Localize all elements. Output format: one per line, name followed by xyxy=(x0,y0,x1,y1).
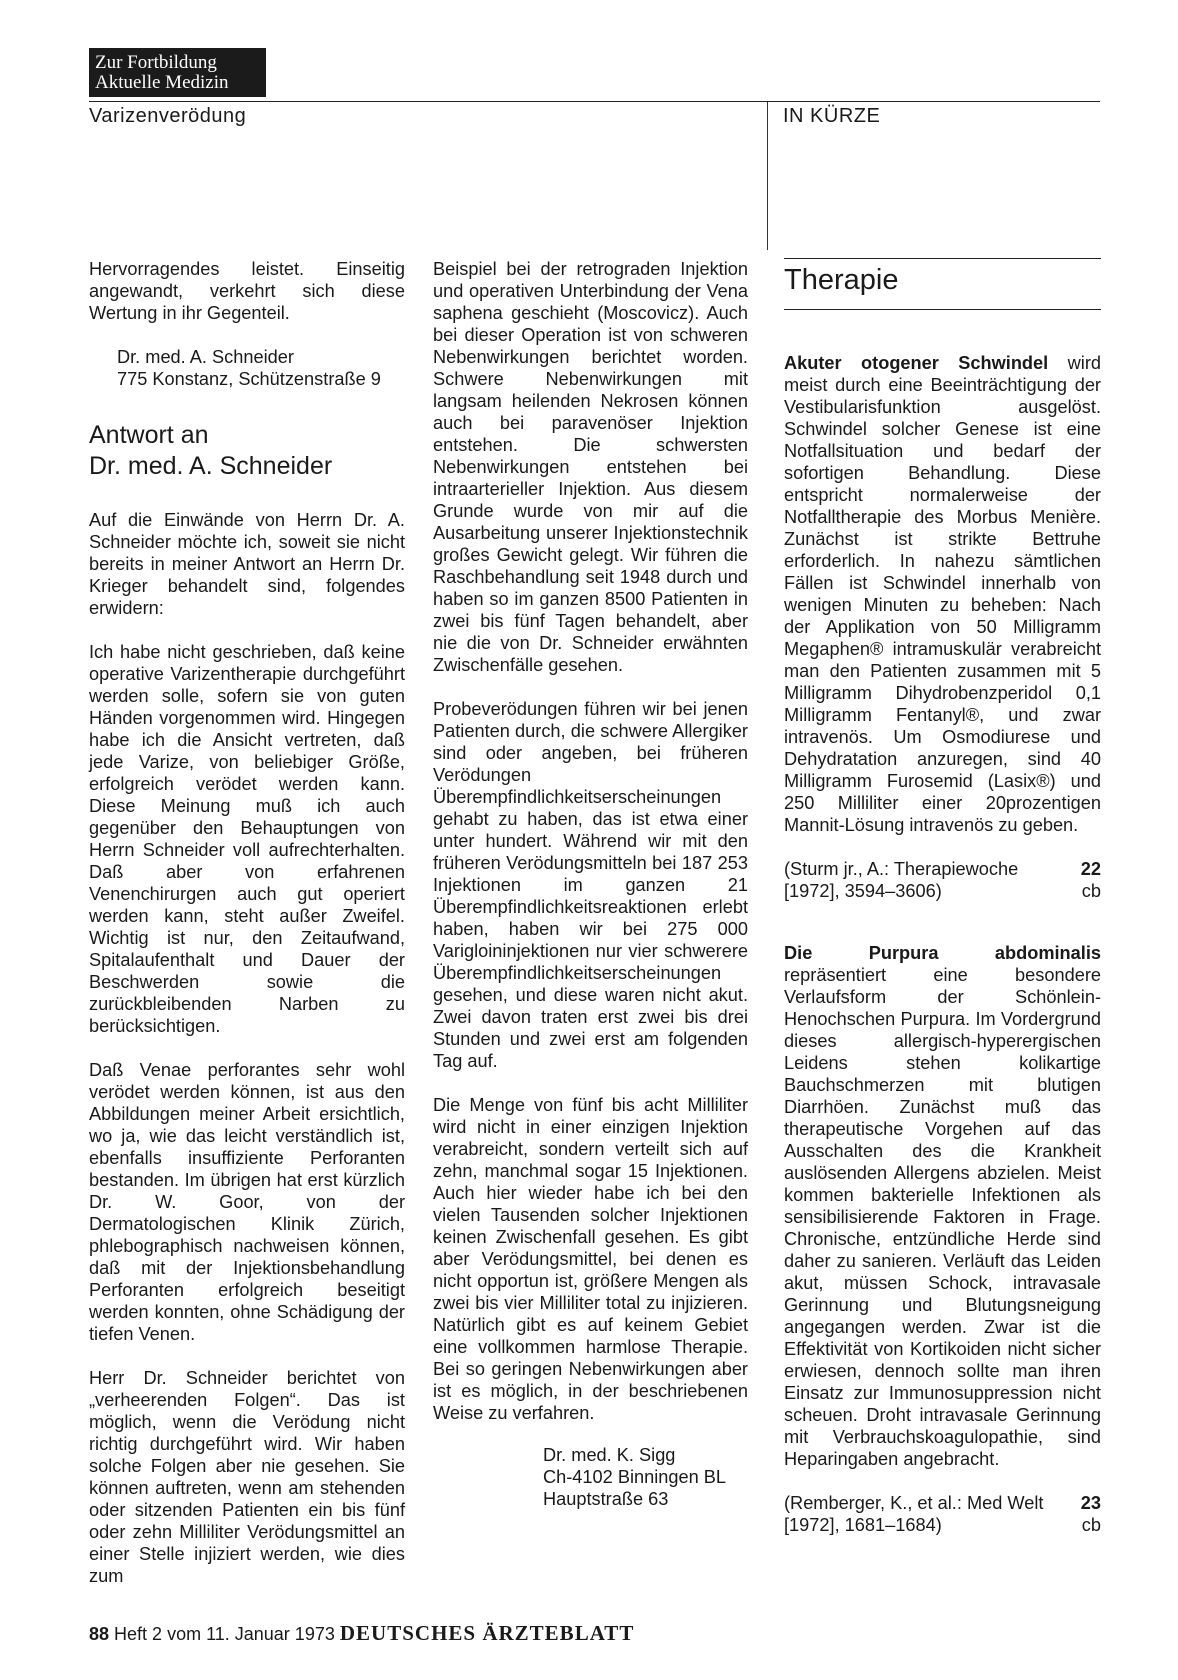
page-number: 88 xyxy=(89,1624,110,1644)
signature-name: Dr. med. A. Schneider xyxy=(117,347,294,367)
news-item-text: repräsentiert eine besondere Verlaufsform der Schönlein-Henochschen Purpura. Im Vordergrund dieses allergisch-hyperergischen Leidens stehen kolikartige Bauchschmerzen mit blutigen Diarrhöen. Zunächst muß das therapeutische Vorgehen auf das Ausschalten des die Krankheit auslösenden Allergens abzielen. Meist kommen bakterielle Infektionen als sensibilisierende Faktoren in Frage. Chronische, entzündliche Herde sind daher zu sanieren. Verläuft das Leiden akut, müssen Schock, intravasale Gerinnung und Blutungsneigung angegangen werden. Zwar ist die Effektivität von Kortikoiden nicht sicher erwiesen, dennoch sollte man ihren Einsatz zur Immunosuppression nicht scheuen. Droht intravasale Gerinnung mit Verbrauchskoagulopathie, sind Heparingaben angebracht. xyxy=(784,965,1101,1469)
signature-block xyxy=(433,1444,748,1510)
reference-volume: 23 xyxy=(1080,1493,1101,1513)
news-item xyxy=(784,942,1101,1470)
reference xyxy=(784,858,1101,902)
reference-pages: [1972], 3594–3606) xyxy=(784,881,942,901)
reference-text: (Sturm jr., A.: Therapiewoche xyxy=(784,859,1019,879)
reference-text: (Remberger, K., et al.: Med Welt xyxy=(784,1493,1044,1513)
paragraph: Probeverödungen führen wir bei jenen Patienten durch, die schwere Allergiker sind oder angeben, bei früheren Verödungen Überempfindlichkeitserscheinungen gehabt zu haben, das ist etwa einer unter hundert. Während wir mit den früheren Verödungsmitteln bei 187 253 Injektionen im ganzen 21 Überempfindlichkeitsreaktionen erlebt haben, haben wir bei 275 000 Varigloininjektionen nur vier schwerere Überempfindlichkeitserscheinungen gesehen, und diese waren nicht akut. Zwei davon traten erst zwei bis drei Stunden und zwei erst am folgenden Tag auf. xyxy=(433,699,748,1071)
author-abbreviation: cb xyxy=(1081,1515,1101,1535)
paragraph: Auf die Einwände von Herrn Dr. A. Schneider möchte ich, soweit sie nicht bereits in meiner Antwort an Herrn Dr. Krieger behandelt sind, folgendes erwidern: xyxy=(89,510,405,618)
tag-line-1: Zur Fortbildung xyxy=(95,52,217,73)
journal-name: DEUTSCHES ÄRZTEBLATT xyxy=(339,1621,635,1645)
news-item-title: Akuter otogener Schwindel xyxy=(784,353,1049,373)
tag-line-2: Aktuelle Medizin xyxy=(95,72,229,93)
page-footer xyxy=(89,1621,634,1646)
signature-street: Hauptstraße 63 xyxy=(543,1489,669,1509)
reference-volume: 22 xyxy=(1080,859,1101,879)
rubric-left: Varizenverödung xyxy=(89,105,247,127)
section-tag xyxy=(89,48,266,97)
rubric-right: IN KÜRZE xyxy=(783,105,881,127)
column-1 xyxy=(89,258,405,1587)
reply-heading-line-1: Antwort an xyxy=(89,421,209,449)
signature-address: 775 Konstanz, Schützenstraße 9 xyxy=(117,369,381,389)
paragraph: Die Menge von fünf bis acht Milliliter wird nicht in einer einzigen Injektion verabreicht, sondern verteilt sich auf zehn, manchmal sogar 15 Injektionen. Auch hier wieder habe ich bei den vielen Tausenden solcher Injektionen keinen Zwischenfall gesehen. Es gibt aber Verödungsmittel, bei denen es nicht opportun ist, größere Mengen als zwei bis vier Milliliter total zu injizieren. Natürlich gibt es auf keinem Gebiet eine vollkommen harmlose Therapie. Bei so geringen Nebenwirkungen aber ist es möglich, in der beschriebenen Weise zu verfahren. xyxy=(433,1095,748,1423)
signature-city: Ch-4102 Binningen BL xyxy=(543,1467,727,1487)
reply-heading xyxy=(89,420,405,482)
therapie-rule-top xyxy=(784,258,1101,259)
therapie-rule-bottom xyxy=(784,309,1101,310)
author-abbreviation: cb xyxy=(1081,881,1101,901)
issue-info: Heft 2 vom 11. Januar 1973 xyxy=(114,1624,335,1644)
paragraph: Daß Venae perforantes sehr wohl verödet werden können, ist aus den Abbildungen meiner Arbeit ersichtlich, wo ja, wie das leicht verständlich ist, ebenfalls insuffiziente Perforanten bestanden. Im übrigen hat erst kürzlich Dr. W. Goor, von der Dermatologischen Klinik Zürich, phlebographisch nachweisen können, daß mit der Injektionsbehandlung Perforanten erfolgreich beseitigt werden konnten, ohne Schädigung der tiefen Venen. xyxy=(89,1060,405,1344)
column-3 xyxy=(784,352,1101,1536)
paragraph: Herr Dr. Schneider berichtet von „verheerenden Folgen“. Das ist möglich, wenn die Verödung nicht richtig durchgeführt wird. Wir haben solche Folgen aber nie gesehen. Sie können auftreten, wenn am stehenden oder sitzenden Patienten ein bis fünf oder zehn Milliliter Verödungsmittel an einer Stelle injiziert werden, wie dies zum xyxy=(89,1368,405,1586)
signature-name: Dr. med. K. Sigg xyxy=(543,1445,676,1465)
reference xyxy=(784,1492,1101,1536)
reply-heading-line-2: Dr. med. A. Schneider xyxy=(89,452,333,480)
paragraph: Beispiel bei der retrograden Injektion und operativen Unterbindung der Vena saphena geschieht (Moscovicz). Auch bei dieser Operation ist von schweren Nebenwirkungen berichtet worden. Schwere Nebenwirkungen mit langsam heilenden Nekrosen können auch bei paravenöser Injektion entstehen. Die schwersten Nebenwirkungen entstehen bei intraarterieller Injektion. Aus diesem Grunde wurde von mir auf die Ausarbeitung unserer Injektionstechnik großes Gewicht gelegt. Wir führen die Raschbehandlung seit 1948 durch und haben so im ganzen 8500 Patienten in zwei bis fünf Tagen behandelt, aber nie die von Dr. Schneider erwähnten Zwischenfälle gesehen. xyxy=(433,259,748,675)
paragraph: Hervorragendes leistet. Einseitig angewandt, verkehrt sich diese Wertung in ihr Gegenteil. xyxy=(89,259,405,323)
section-title: Therapie xyxy=(784,264,899,296)
column-divider xyxy=(767,102,768,250)
news-item-title: Die Purpura abdominalis xyxy=(784,943,1101,963)
header-rule xyxy=(89,101,1100,102)
paragraph: Ich habe nicht geschrieben, daß keine operative Varizentherapie durchgeführt werden solle, sofern sie von guten Händen vorgenommen wird. Hingegen habe ich die Ansicht vertreten, daß jede Varize, von beliebiger Größe, erfolgreich verödet werden kann. Diese Meinung muß ich auch gegenüber den Behauptungen von Herrn Schneider voll aufrechterhalten. Daß aber von erfahrenen Venenchirurgen auch gut operiert werden kann, steht außer Zweifel. Wichtig ist nur, den Zeitaufwand, Spitalaufenthalt und Dauer der Beschwerden sowie die zurückbleibenden Narben zu berücksichtigen. xyxy=(89,642,405,1036)
news-item xyxy=(784,352,1101,836)
news-item-text: wird meist durch eine Beeinträchtigung der Vestibularisfunktion ausgelöst. Schwindel solcher Genese ist eine Notfallsituation und bedarf der sofortigen Behandlung. Diese entspricht normalerweise der Notfalltherapie des Morbus Menière. Zunächst ist strikte Bettruhe erforderlich. In nahezu sämtlichen Fällen ist Schwindel innerhalb von wenigen Minuten zu beheben: Nach der Applikation von 50 Milligramm Megaphen® intramuskulär verabreicht man den Patienten zusammen mit 5 Milligramm Dihydrobenzperidol 0,1 Milligramm Fentanyl®, und zwar intravenös. Um Osmodiurese und Dehydratation anzuregen, sind 40 Milligramm Furosemid (Lasix®) und 250 Milliliter einer 20prozentigen Mannit-Lösung intravenös zu geben. xyxy=(784,353,1101,835)
column-2 xyxy=(433,258,748,1510)
reference-pages: [1972], 1681–1684) xyxy=(784,1515,942,1535)
